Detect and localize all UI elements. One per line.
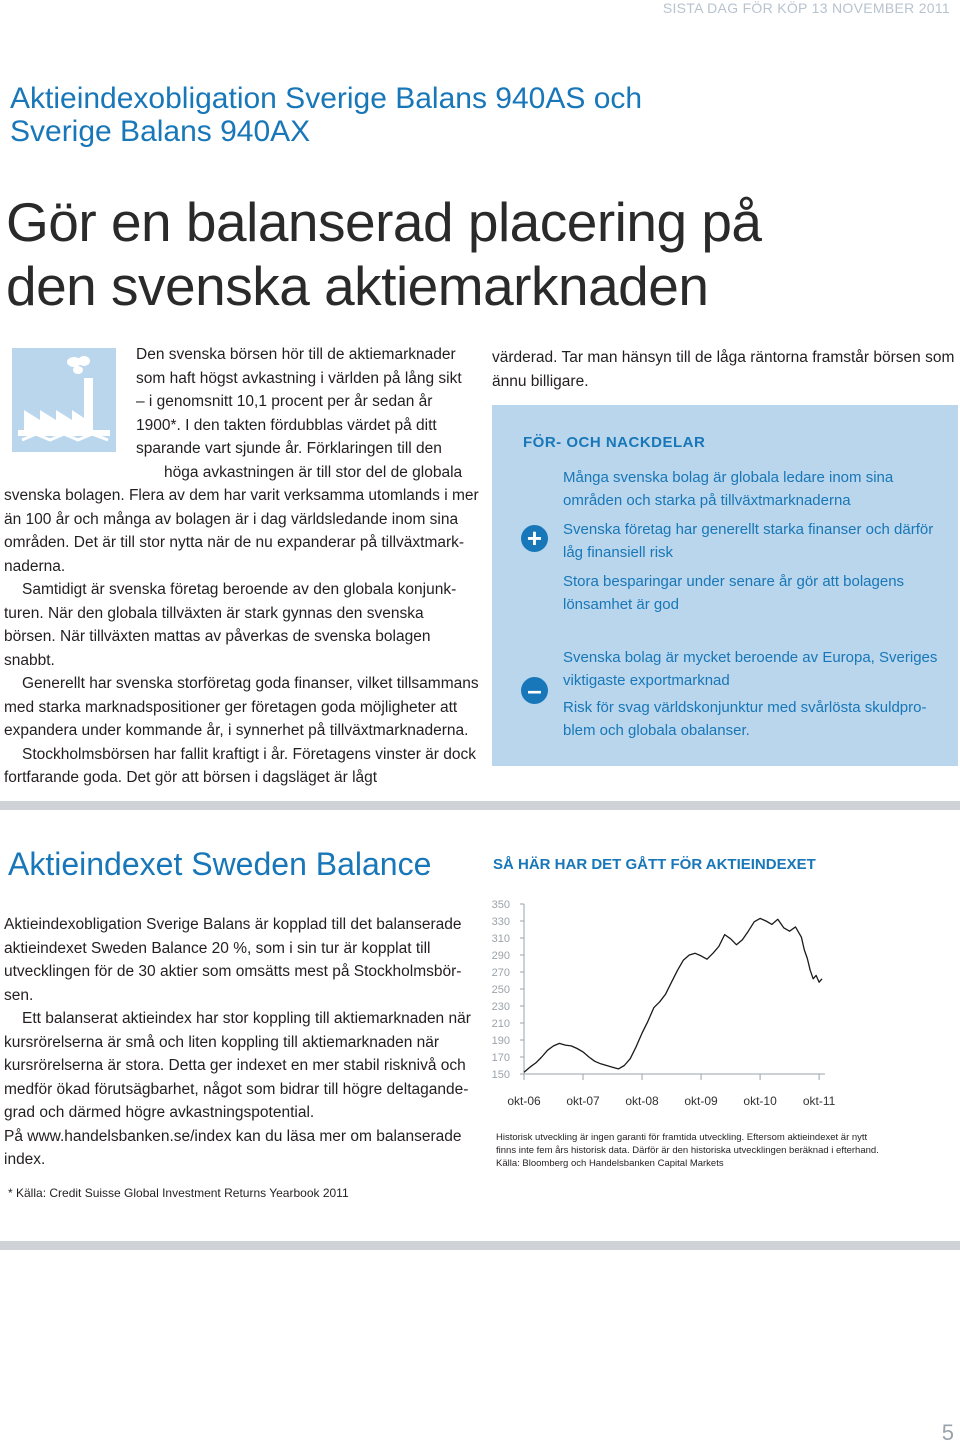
chart-note-line: finns inte fem års historisk data. Därför är den historiska utvecklingen beräknad i efterhand. xyxy=(496,1145,879,1156)
pro-item: Många svenska bolag är globala ledare inom sina områden och starka på tillväxtmarknaderna xyxy=(563,469,894,509)
intro-line: – i genomsnitt 10,1 procent per år sedan år xyxy=(136,393,433,410)
x-tick-label: okt-09 xyxy=(684,1094,718,1108)
intro-paragraph-1: svenska bolagen. Flera av dem har varit verksamma utomlands i mer än 100 år och många av bolagen är i dag världsledande inom sina områden. Det är till stor nytta när de nu expanderar på tillväxtmarknaderna. xyxy=(4,487,479,575)
page-headline xyxy=(6,190,906,318)
y-tick-label: 170 xyxy=(491,1052,510,1064)
pro-item: Stora besparingar under senare år gör att bolagens lönsamhet är god xyxy=(563,573,905,613)
y-tick-label: 190 xyxy=(491,1035,510,1047)
headline-line-2: den svenska aktiemarknaden xyxy=(6,255,709,317)
y-tick-label: 210 xyxy=(491,1018,510,1030)
x-tick-label: okt-06 xyxy=(507,1094,541,1108)
chart-note xyxy=(496,1131,936,1170)
y-tick-label: 270 xyxy=(491,967,510,979)
index-paragraph-2: Ett balanserat aktieindex har stor koppling till aktiemarknaden när kursrörelserna är små och liten koppling till aktiemarknaden när kursrörelserna är stora. Detta ger indexet en mer stabil risknivå och medför ökad förutsägbarhet, något som bidrar till högre deltagandegrad och därmed högre avkastningspotential. xyxy=(4,1010,471,1121)
plus-icon: + xyxy=(521,525,548,552)
intro-line: höga avkastningen är till stor del de globala xyxy=(164,463,463,481)
intro-indented-block xyxy=(136,343,486,484)
intro-line: sparande vart sjunde år. Förklaringen till den xyxy=(136,440,442,457)
intro-line: som haft högst avkastning i världen på lång sikt xyxy=(136,369,462,387)
intro-paragraph-2: Samtidigt är svenska företag beroende av den globala konjunkturen. När den globala tillväxten är stark gynnas den svenska börsen. När tillväxten mattas av påverkas de svenska bolagen snabbt. xyxy=(4,581,457,669)
index-paragraph-1: Aktieindexobligation Sverige Balans är kopplad till det balanserade aktieindexet Sweden Balance 20 %, som i sin tur är kopplat till utvecklingen för de 30 aktier som omsätts mest på Stockholmsbörsen. xyxy=(4,916,462,1004)
y-tick-label: 330 xyxy=(491,916,510,928)
x-tick-label: okt-07 xyxy=(566,1094,600,1108)
index-paragraph-3: På www.handelsbanken.se/index kan du läsa mer om balanserade index. xyxy=(4,1127,462,1168)
y-tick-label: 250 xyxy=(491,984,510,996)
con-item: Risk för svag världskonjunktur med svårlösta skuldproblem och globala obalanser. xyxy=(563,699,927,739)
pros-list xyxy=(563,466,943,616)
x-tick-label: okt-08 xyxy=(625,1094,659,1108)
intro-paragraph-continued: värderad. Tar man hänsyn till de låga räntorna framstår börsen som ännu billigare. xyxy=(492,349,955,390)
minus-icon: – xyxy=(521,677,548,704)
header-tagline: SISTA DAG FÖR KÖP 13 NOVEMBER 2011 xyxy=(662,0,950,16)
footnote: * Källa: Credit Suisse Global Investment Returns Yearbook 2011 xyxy=(8,1186,349,1200)
y-tick-label: 150 xyxy=(491,1069,510,1081)
y-tick-label: 310 xyxy=(491,933,510,945)
intro-paragraph-4: Stockholmsbörsen har fallit kraftigt i år. Företagens vinster är dock fortfarande goda. Det gör att börsen i dagsläget är lågt xyxy=(4,745,477,786)
index-section-body xyxy=(4,913,474,1172)
y-tick-label: 350 xyxy=(491,899,510,911)
document-subtitle xyxy=(10,82,710,148)
section-divider xyxy=(0,801,960,810)
intro-line: 1900*. I den takten fördubblas värdet på ditt xyxy=(136,416,437,434)
intro-body xyxy=(4,484,479,790)
x-tick-label: okt-10 xyxy=(743,1094,777,1108)
intro-line: Den svenska börsen hör till de aktiemarknader xyxy=(136,346,456,363)
chart-note-line: Källa: Bloomberg och Handelsbanken Capital Markets xyxy=(496,1158,724,1169)
pros-cons-title: FÖR- OCH NACKDELAR xyxy=(523,434,706,451)
chart-title: SÅ HÄR HAR DET GÅTT FÖR AKTIEINDEXET xyxy=(493,856,816,873)
cons-list xyxy=(563,646,943,742)
chart-note-line: Historisk utveckling är ingen garanti för framtida utveckling. Eftersom aktieindexet är nytt xyxy=(496,1132,868,1143)
intro-paragraph-3: Generellt har svenska storföretag goda finanser, vilket tillsammans med starka marknadspositioner ger företagen goda möjligheter att expandera under kommande år, i synnerhet på tillväxtmarknaderna. xyxy=(4,675,479,739)
line-chart xyxy=(480,890,840,1120)
headline-line-1: Gör en balanserad placering på xyxy=(6,191,762,253)
factory-icon xyxy=(12,348,116,452)
subtitle-line-1: Aktieindexobligation Sverige Balans 940AS och xyxy=(10,82,643,115)
con-item: Svenska bolag är mycket beroende av Europa, Sveriges viktigaste exportmarknad xyxy=(563,649,938,689)
subtitle-line-2: Sverige Balans 940AX xyxy=(10,115,311,148)
y-tick-label: 290 xyxy=(491,950,510,962)
bottom-divider xyxy=(0,1241,960,1250)
pro-item: Svenska företag har generellt starka finanser och därför låg finansiell risk xyxy=(563,521,934,561)
page-number: 5 xyxy=(941,1420,954,1445)
index-section-title: Aktieindexet Sweden Balance xyxy=(8,846,432,882)
y-tick-label: 230 xyxy=(491,1001,510,1013)
series-line xyxy=(524,918,822,1072)
x-tick-label: okt-11 xyxy=(802,1094,836,1108)
